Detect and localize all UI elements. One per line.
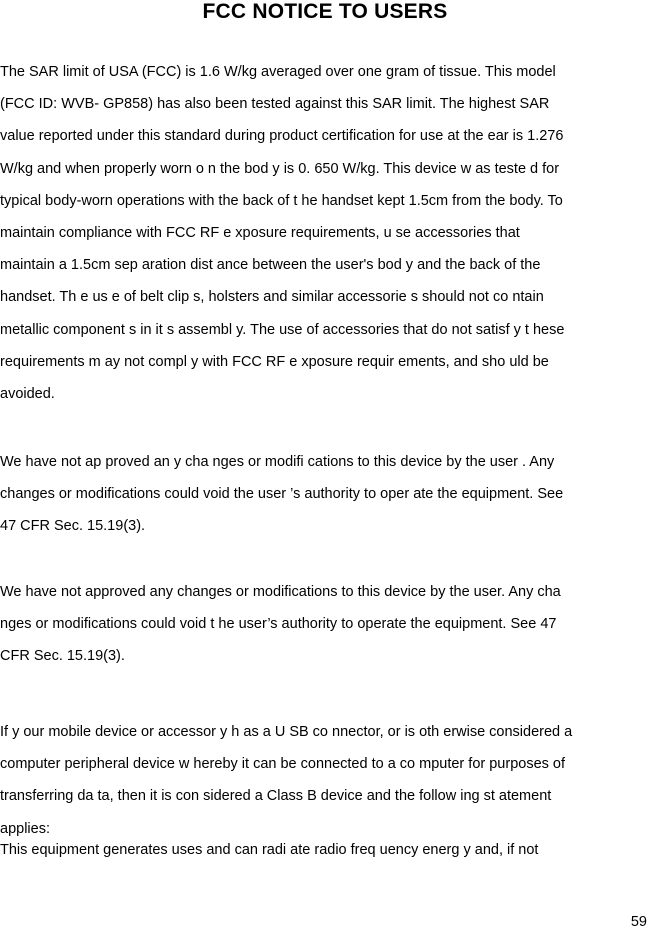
text-line: nges or modifications could void t he user’s authority to operate the equipment. See 47: [0, 616, 557, 633]
text-line: We have not ap proved an y cha nges or modifi cations to this device by the user . Any: [0, 454, 555, 470]
text-line: maintain compliance with FCC RF e xposure requirements, u se accessories that: [0, 225, 520, 242]
text-line: handset. Th e us e of belt clip s, holsters and similar accessorie s should not co ntain: [0, 289, 544, 306]
text-line: If y our mobile device or accessor y h as a U SB co nnector, or is oth erwise considered a: [0, 724, 573, 740]
paragraph-equipment-statement: [0, 834, 650, 866]
text-line: applies:: [0, 820, 50, 837]
text-line: This equipment generates uses and can radi ate radio freq uency energ y and, if not: [0, 842, 539, 858]
text-line: avoided.: [0, 386, 55, 403]
page-number: 59: [630, 914, 647, 930]
text-line: W/kg and when properly worn o n the bod y is 0. 650 W/kg. This device w as teste d for: [0, 160, 560, 177]
text-line: (FCC ID: WVB- GP858) has also been tested against this SAR limit. The highest SAR: [0, 96, 550, 113]
text-line: We have not approved any changes or modifications to this device by the user. Any cha: [0, 584, 561, 600]
text-line: computer peripheral device w hereby it can be connected to a co mputer for purposes of: [0, 756, 566, 773]
text-line: transferring da ta, then it is con sidered a Class B device and the follow ing st atement: [0, 788, 552, 805]
text-line: maintain a 1.5cm sep aration dist ance between the user's bod y and the back of the: [0, 257, 541, 274]
paragraph-usb-class-b: [0, 716, 650, 845]
paragraph-sar-limit: [0, 56, 650, 410]
text-line: changes or modifications could void the user ’s authority to oper ate the equipment. See: [0, 486, 564, 503]
text-line: metallic component s in it s assembl y. The use of accessories that do not satisf y t hese: [0, 321, 565, 338]
text-line: value reported under this standard during product certification for use at the ear is 1.276: [0, 128, 564, 145]
document-title: FCC NOTICE TO USERS: [202, 0, 448, 23]
text-line: CFR Sec. 15.19(3).: [0, 648, 125, 665]
paragraph-changes-notice: [0, 446, 650, 543]
text-line: The SAR limit of USA (FCC) is 1.6 W/kg averaged over one gram of tissue. This model: [0, 64, 556, 80]
text-line: 47 CFR Sec. 15.19(3).: [0, 518, 146, 535]
text-line: typical body-worn operations with the back of t he handset kept 1.5cm from the body. To: [0, 192, 563, 209]
text-line: requirements m ay not compl y with FCC RF e xposure requir ements, and sho uld be: [0, 353, 549, 370]
paragraph-changes-notice-repeat: [0, 576, 650, 673]
